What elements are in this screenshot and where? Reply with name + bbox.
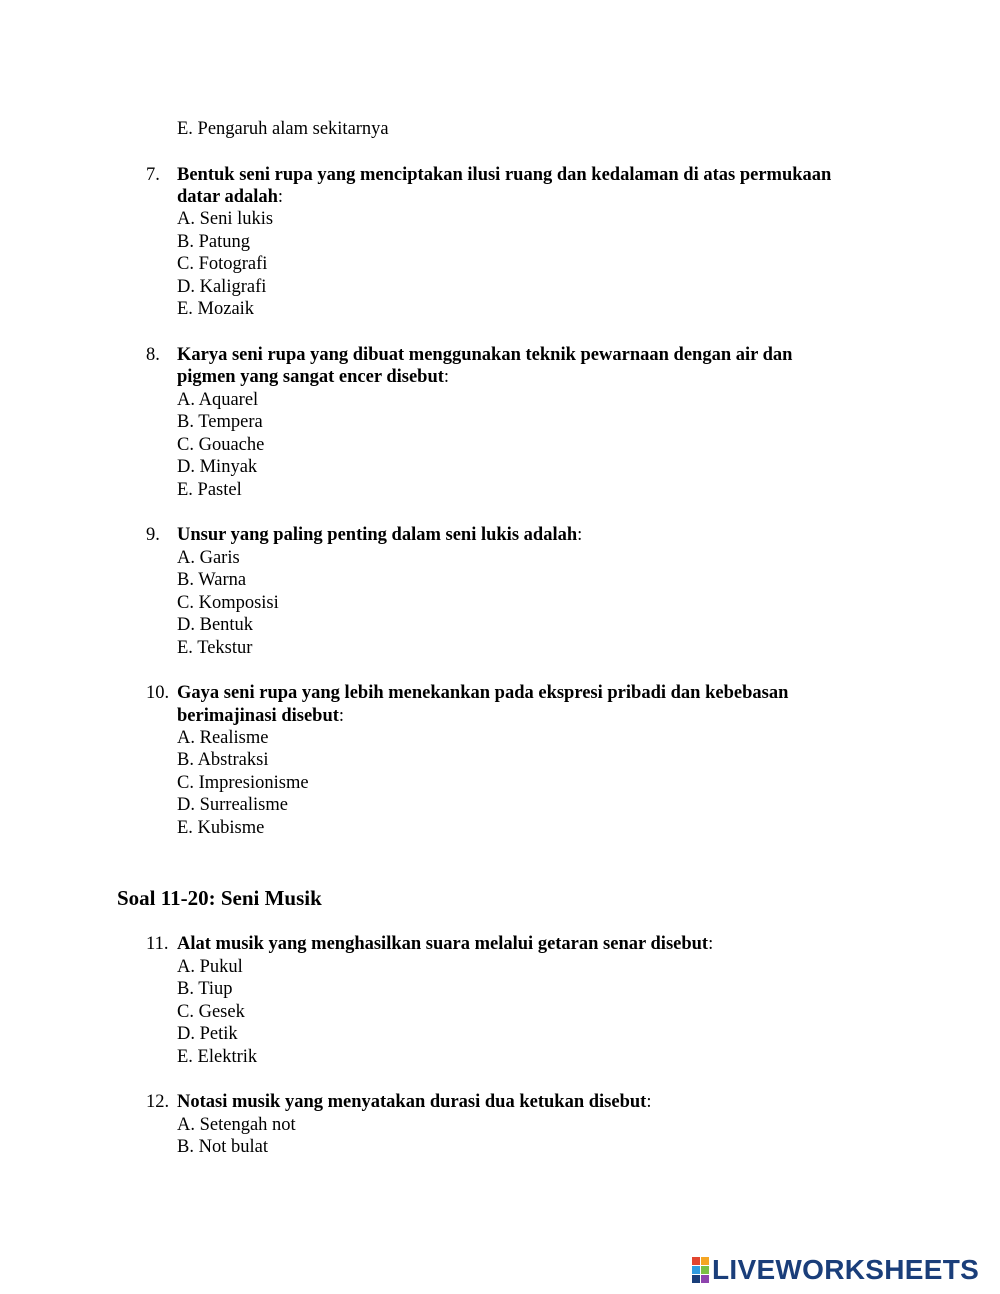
option[interactable]: A. Realisme [177, 728, 269, 748]
logo-square [692, 1275, 700, 1283]
option[interactable]: B. Patung [177, 232, 250, 252]
option[interactable]: A. Seni lukis [177, 209, 274, 229]
option[interactable]: E. Elektrik [177, 1047, 258, 1067]
question-number: 9. [146, 525, 160, 545]
option[interactable]: C. Impresionisme [177, 773, 309, 793]
option[interactable]: A. Aquarel [177, 390, 259, 410]
section-title: Soal 11-20: Seni Musik [117, 886, 322, 910]
question-number: 7. [146, 165, 160, 185]
question-number: 8. [146, 345, 160, 365]
question-text: Karya seni rupa yang dibuat menggunakan teknik pewarnaan dengan air dan [177, 345, 793, 365]
logo-square [701, 1275, 709, 1283]
option[interactable]: E. Kubisme [177, 818, 265, 838]
option[interactable]: D. Surrealisme [177, 795, 288, 815]
option[interactable]: A. Garis [177, 548, 240, 568]
question-text: Gaya seni rupa yang lebih menekankan pada ekspresi pribadi dan kebebasan [177, 683, 789, 703]
option[interactable]: E. Mozaik [177, 299, 255, 319]
option[interactable]: C. Fotografi [177, 254, 268, 274]
question-text: Notasi musik yang menyatakan durasi dua ketukan disebut: [177, 1092, 652, 1112]
option[interactable]: E. Pastel [177, 480, 242, 500]
option[interactable]: B. Tempera [177, 412, 263, 432]
option[interactable]: D. Minyak [177, 457, 258, 477]
option[interactable]: D. Bentuk [177, 615, 254, 635]
option[interactable]: C. Gouache [177, 435, 265, 455]
question-text: Bentuk seni rupa yang menciptakan ilusi ruang dan kedalaman di atas permukaan [177, 165, 832, 185]
option[interactable]: D. Petik [177, 1024, 238, 1044]
question-text-cont: berimajinasi disebut: [177, 706, 345, 726]
liveworksheets-logo [692, 1256, 979, 1284]
option[interactable]: A. Setengah not [177, 1115, 296, 1135]
question-number: 11. [146, 934, 169, 954]
question-number: 12. [146, 1092, 170, 1112]
option[interactable]: B. Abstraksi [177, 750, 269, 770]
question-text-cont: pigmen yang sangat encer disebut: [177, 367, 450, 387]
option[interactable]: D. Kaligrafi [177, 277, 267, 297]
question-text-cont: datar adalah: [177, 187, 284, 207]
logo-square [692, 1257, 700, 1265]
option[interactable]: B. Not bulat [177, 1137, 268, 1157]
logo-square [701, 1257, 709, 1265]
option[interactable]: C. Komposisi [177, 593, 279, 613]
question-text: Unsur yang paling penting dalam seni lukis adalah: [177, 525, 583, 545]
carryover-option: E. Pengaruh alam sekitarnya [177, 119, 389, 139]
option[interactable]: C. Gesek [177, 1002, 245, 1022]
option[interactable]: B. Tiup [177, 979, 233, 999]
question-text: Alat musik yang menghasilkan suara melalui getaran senar disebut: [177, 934, 714, 954]
option[interactable]: E. Tekstur [177, 638, 253, 658]
logo-square [701, 1266, 709, 1274]
logo-grid-icon [692, 1257, 709, 1283]
question-number: 10. [146, 683, 170, 703]
option[interactable]: A. Pukul [177, 957, 243, 977]
logo-text: LIVEWORKSHEETS [712, 1254, 980, 1285]
option[interactable]: B. Warna [177, 570, 247, 590]
logo-square [692, 1266, 700, 1274]
